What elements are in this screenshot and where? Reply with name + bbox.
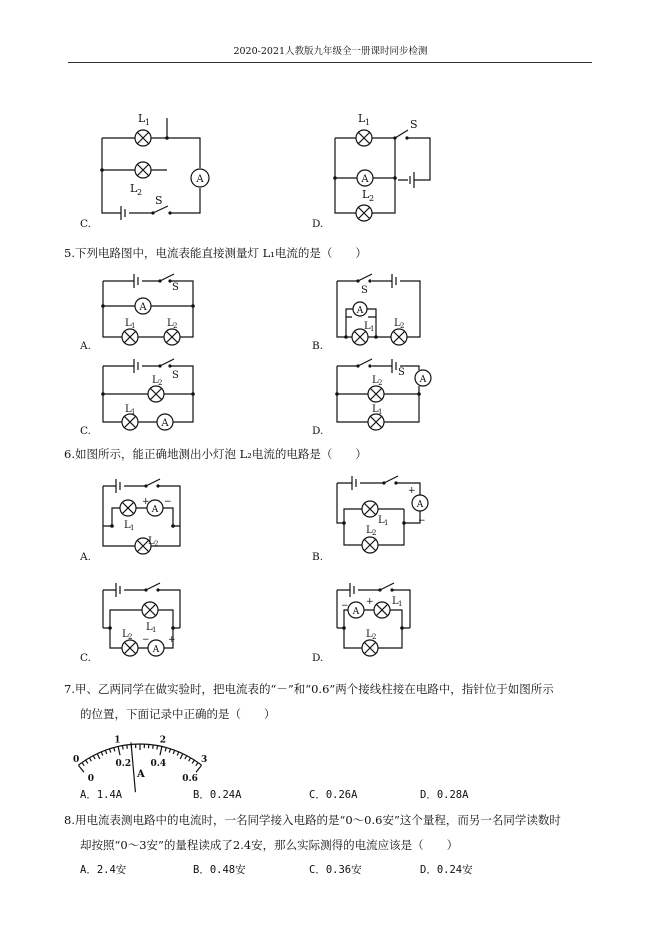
dial-upper-label: 2 [159, 735, 167, 746]
svg-text:1: 1 [365, 118, 371, 127]
q4-circuit-c [95, 110, 225, 225]
page-header: 2020-2021人教版九年级全一册课时同步检测 [233, 46, 428, 57]
q8-choice-a[interactable]: A．2.4安 [80, 864, 127, 876]
svg-text:A: A [419, 375, 427, 385]
q6-stem: 如图所示，能正确地测出小灯泡 L₂电流的电路是（ ） [74, 447, 367, 461]
svg-text:1: 1 [384, 519, 389, 527]
dial-tick [189, 758, 191, 761]
q5-circuit-c [98, 358, 198, 433]
dial-tick [196, 765, 202, 772]
svg-text:+: + [366, 597, 374, 607]
q6-circuit-a [98, 478, 188, 558]
q5-stem: 下列电路图中，电流表能直接测量灯 L₁电流的是（ ） [74, 246, 367, 260]
dial-tick [86, 760, 88, 763]
svg-text:L: L [148, 536, 155, 547]
q6-text [64, 446, 367, 462]
svg-text:1: 1 [131, 322, 136, 330]
dial-lower-label: 0.2 [115, 758, 132, 769]
svg-text:A: A [151, 505, 159, 515]
meter-unit: A [137, 769, 145, 780]
dial-tick [78, 765, 84, 772]
svg-text:L: L [167, 318, 174, 329]
svg-text:1: 1 [145, 118, 151, 127]
svg-text:L: L [152, 375, 159, 386]
q8-choice-d[interactable]: D．0.24安 [420, 864, 473, 876]
svg-text:L: L [378, 515, 385, 526]
svg-text:L: L [372, 404, 379, 415]
q7-line2: 的位置，下面记录中正确的是（ ） [80, 707, 276, 721]
svg-text:L: L [122, 629, 129, 640]
dial-tick [173, 750, 174, 754]
svg-text:A: A [352, 607, 360, 617]
svg-text:2: 2 [378, 379, 383, 387]
q8-line2: 却按照“0～3安”的量程读成了2.4安，那么实际测得的电流应该是（ ） [80, 838, 459, 852]
svg-text:S: S [172, 370, 179, 381]
dial-tick [160, 746, 162, 755]
svg-text:S: S [410, 118, 418, 131]
q6-option-d[interactable]: D. [312, 652, 324, 664]
q7-choice-a[interactable]: A．1.4A [80, 789, 123, 801]
svg-text:L: L [366, 525, 373, 536]
meter-needle [131, 742, 135, 792]
label-L1: L [138, 112, 146, 125]
dial-tick [165, 747, 166, 751]
q4-circuit-d [330, 110, 440, 225]
svg-text:A: A [152, 645, 160, 655]
q5-text [64, 245, 367, 261]
dial-tick [82, 763, 84, 766]
dial-lower-label: 0.6 [182, 773, 198, 784]
svg-text:2: 2 [137, 188, 143, 197]
svg-text:2: 2 [128, 633, 133, 641]
dial-tick [153, 745, 154, 749]
q5-circuit-a [98, 273, 198, 348]
header-rule [68, 62, 592, 63]
svg-text:L: L [124, 520, 131, 531]
dial-tick [122, 746, 123, 750]
svg-text:L: L [364, 321, 371, 332]
svg-text:A: A [356, 306, 364, 316]
svg-text:−: − [341, 601, 349, 611]
svg-text:+: + [142, 497, 150, 507]
dial-tick [114, 747, 115, 751]
q6-number: 6. [64, 447, 75, 461]
svg-text:1: 1 [130, 524, 135, 532]
svg-text:2: 2 [173, 322, 178, 330]
svg-text:2: 2 [158, 379, 163, 387]
q8-line1: 8.用电流表测电路中的电流时，一名同学接入电路的是“0～0.6安”这个量程，而另一名同学读数时 [64, 813, 561, 827]
svg-text:2: 2 [372, 529, 377, 537]
svg-text:A: A [161, 418, 169, 429]
svg-text:−: − [142, 635, 150, 645]
dial-tick [118, 746, 120, 755]
dial-upper-label: 1 [114, 735, 121, 746]
svg-text:A: A [361, 174, 369, 185]
svg-text:−: − [418, 516, 426, 526]
svg-text:S: S [172, 282, 179, 293]
svg-text:1: 1 [370, 325, 375, 333]
dial-lower-label: 0.4 [150, 758, 167, 769]
q5-option-a[interactable]: A. [80, 340, 91, 352]
svg-text:1: 1 [398, 600, 403, 608]
dial-lower-label: 0 [87, 773, 95, 784]
svg-text:L: L [358, 112, 366, 125]
q5-option-d[interactable]: D. [312, 425, 324, 437]
dial-tick [101, 752, 103, 756]
dial-tick [157, 746, 158, 750]
dial-tick [110, 749, 111, 753]
dial-tick [196, 763, 198, 766]
ammeter-symbol: A [196, 174, 204, 185]
svg-text:−: − [164, 497, 172, 507]
svg-text:2: 2 [400, 322, 405, 330]
label-L2: L [130, 182, 138, 195]
svg-text:2: 2 [372, 633, 377, 641]
svg-text:1: 1 [152, 626, 157, 634]
q5-number: 5. [64, 246, 75, 260]
svg-text:1: 1 [131, 408, 136, 416]
dial-tick [97, 754, 100, 759]
svg-text:L: L [362, 188, 370, 201]
q5-option-b[interactable]: B. [312, 340, 324, 352]
q6-circuit-d [332, 582, 422, 667]
svg-text:L: L [392, 596, 399, 607]
q8-choice-c[interactable]: C．0.36安 [309, 864, 362, 876]
svg-text:L: L [125, 318, 132, 329]
q7-choice-b[interactable]: B．0.24A [193, 789, 242, 801]
dial-upper-label: 3 [201, 755, 208, 766]
ammeter-dial [72, 724, 208, 784]
svg-text:L: L [125, 404, 132, 415]
svg-text:+: + [168, 635, 176, 645]
q7-choice-c[interactable]: C．0.26A [309, 789, 358, 801]
q6-circuit-c [98, 582, 188, 667]
svg-text:S: S [398, 367, 405, 378]
q6-option-a[interactable]: A. [80, 551, 91, 563]
svg-text:L: L [372, 375, 379, 386]
dial-tick [127, 745, 128, 749]
q5-option-c[interactable]: C. [80, 425, 91, 437]
svg-text:L: L [394, 318, 401, 329]
svg-text:2: 2 [154, 540, 159, 548]
q4-option-c[interactable]: C. [80, 218, 91, 230]
q4-option-d[interactable]: D. [312, 218, 324, 230]
dial-tick [180, 754, 183, 759]
q8-choice-b[interactable]: B．0.48安 [193, 864, 246, 876]
svg-text:A: A [139, 302, 147, 313]
q7-number: 7. [64, 682, 75, 696]
svg-text:A: A [416, 500, 424, 510]
q8-number: 8. [64, 813, 75, 827]
dial-tick [169, 749, 170, 753]
svg-text:1: 1 [378, 408, 383, 416]
dial-tick [93, 756, 95, 760]
q5-circuit-d [332, 358, 442, 433]
q7-choice-d[interactable]: D．0.28A [420, 789, 469, 801]
dial-tick [177, 752, 179, 756]
dial-upper-label: 0 [72, 755, 80, 766]
svg-text:2: 2 [369, 194, 375, 203]
q6-circuit-b [332, 475, 432, 560]
q6-option-c[interactable]: C. [80, 652, 91, 664]
q7-line1: 7.甲、乙两同学在做实验时，把电流表的“－”和“0.6”两个接线柱接在电路中，指针位于如图所示 [64, 682, 554, 696]
label-S: S [155, 194, 163, 207]
svg-text:+: + [408, 486, 416, 496]
svg-text:L: L [366, 629, 373, 640]
dial-tick [105, 750, 106, 754]
q6-option-b[interactable]: B. [312, 551, 324, 563]
dial-tick [185, 756, 187, 760]
q5-circuit-b [332, 273, 427, 348]
svg-text:S: S [361, 285, 368, 296]
svg-text:L: L [146, 622, 153, 633]
dial-tick [89, 758, 91, 761]
dial-tick [192, 760, 194, 763]
